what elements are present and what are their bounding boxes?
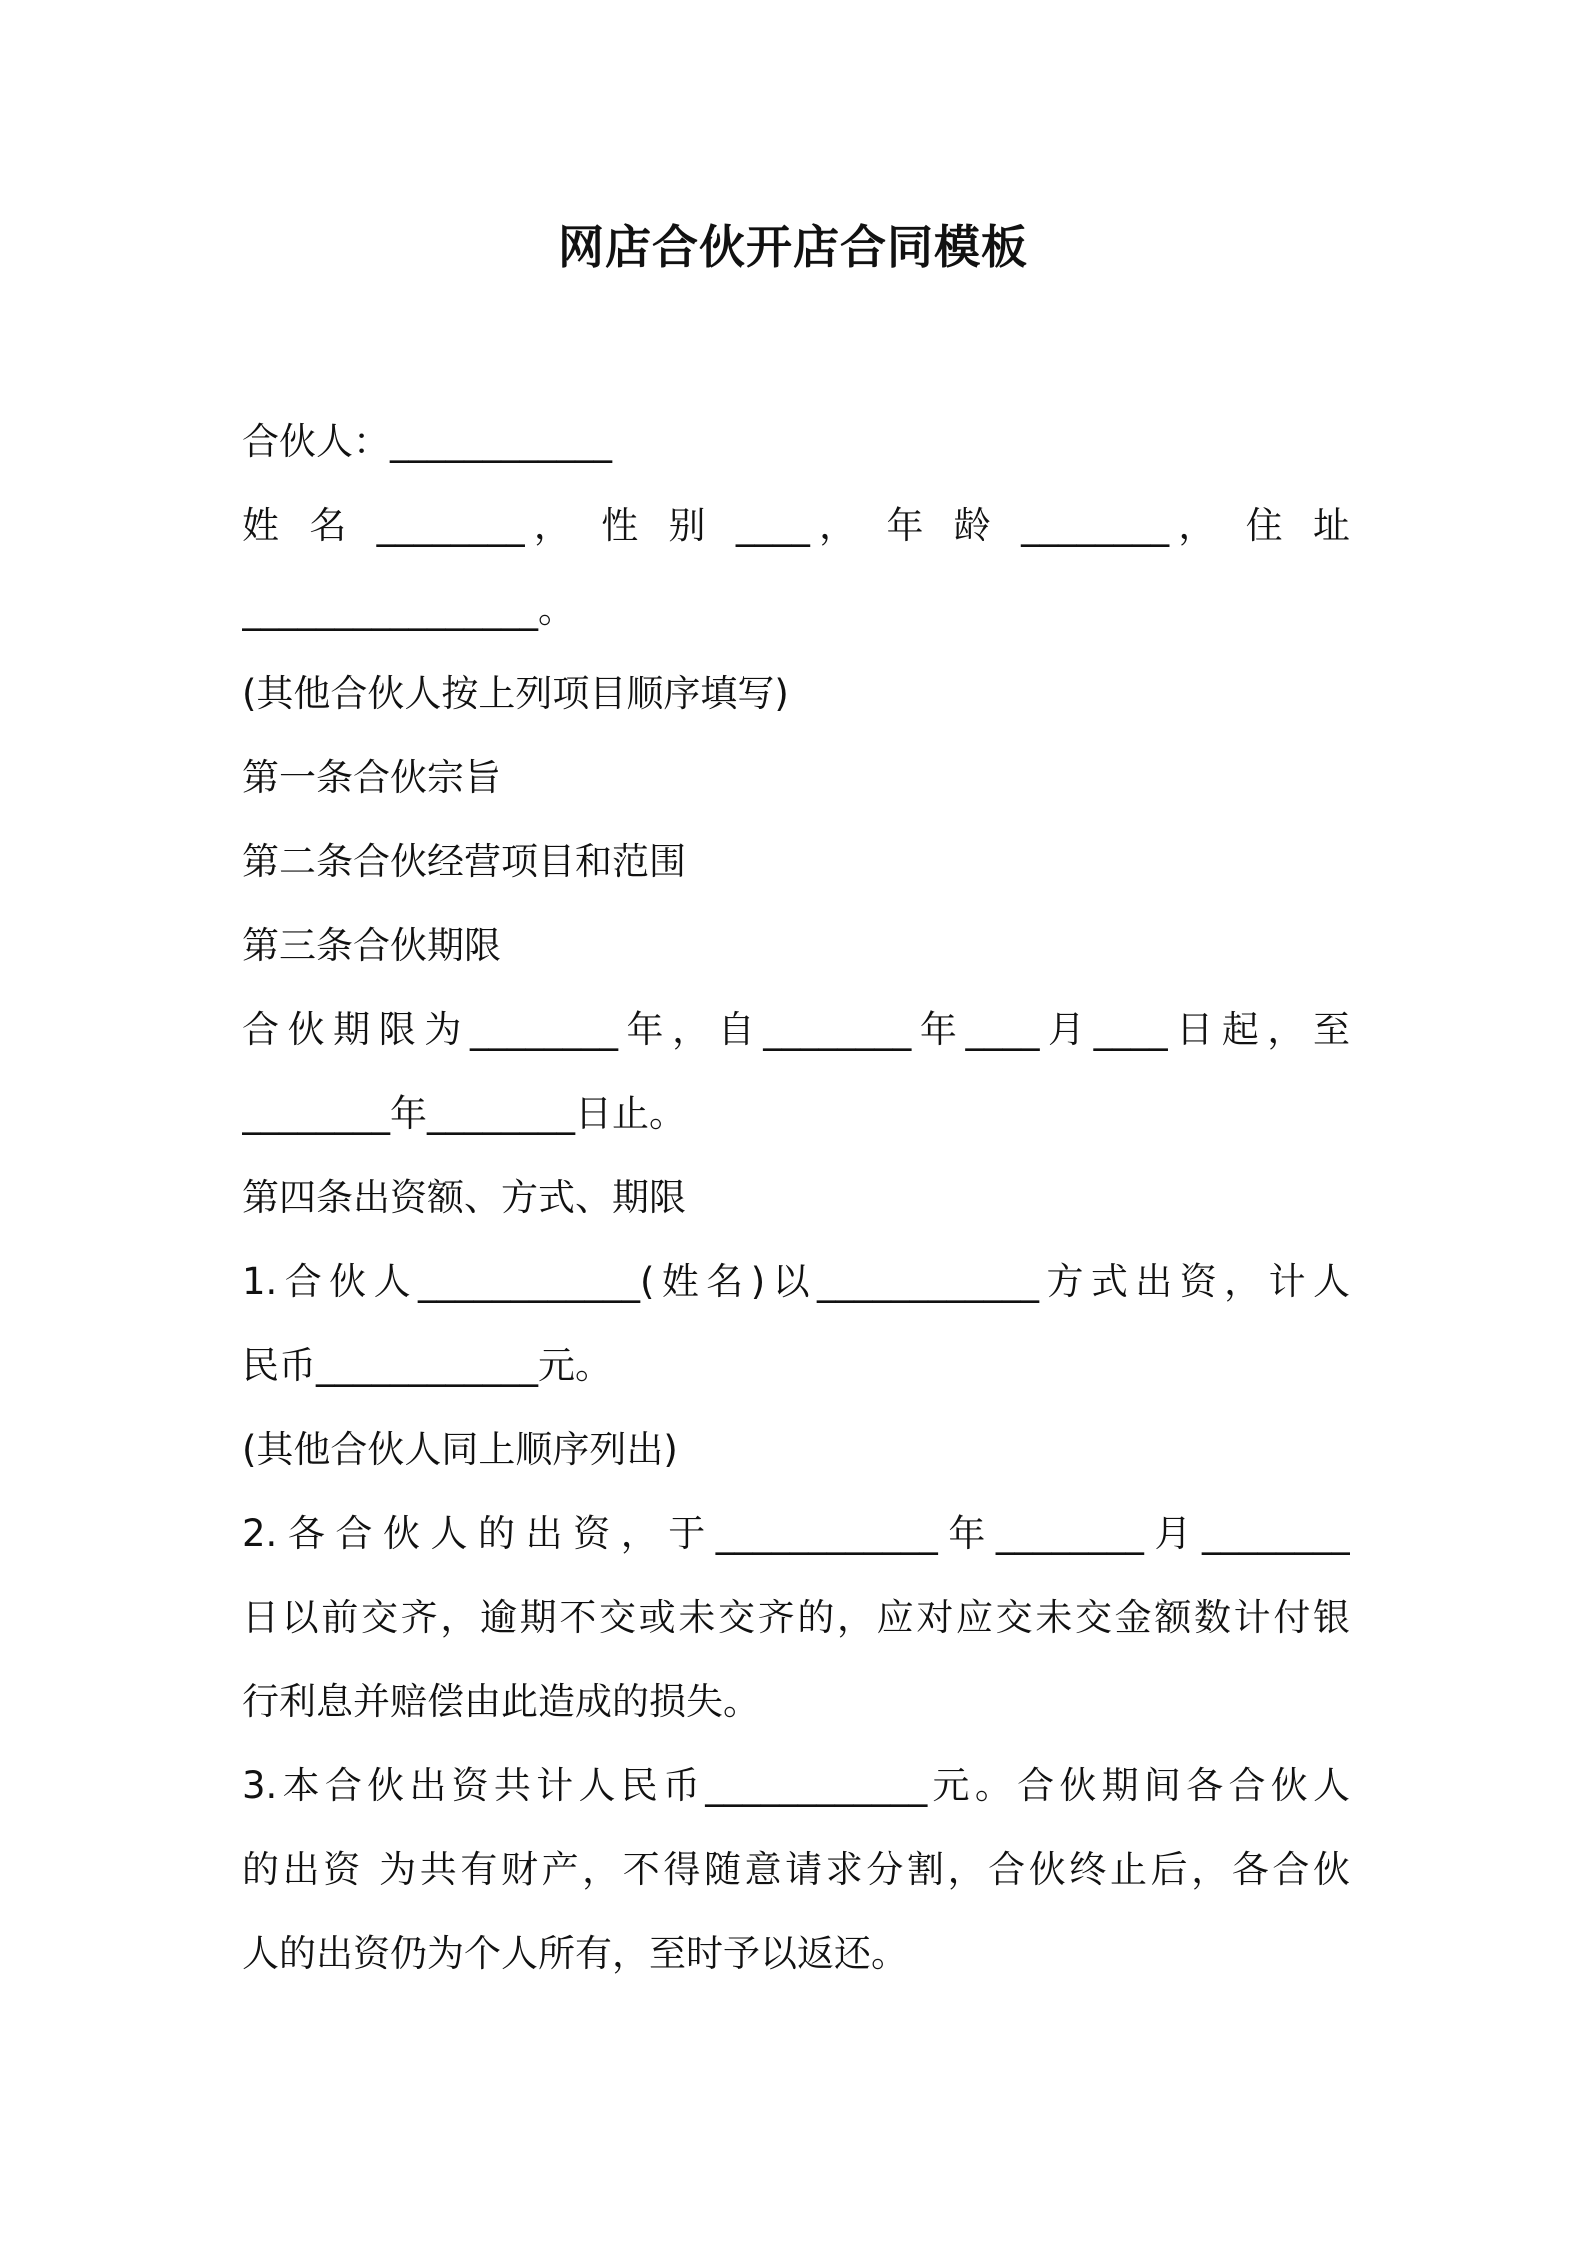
capital-item-3-line-2: 的出资 为共有财产，不得随意请求分割，合伙终止后，各合伙: [242, 1848, 1350, 1891]
other-partners-list-note: (其他合伙人同上顺序列出): [242, 1428, 678, 1471]
article-2-heading: 第二条合伙经营项目和范围: [242, 840, 686, 883]
document-body: [242, 400, 1350, 1996]
capital-item-2-line-2: 日以前交齐，逾期不交或未交齐的，应对应交未交金额数计付银: [242, 1596, 1350, 1639]
document-title: 网店合伙开店合同模板: [558, 220, 1028, 274]
article-4-heading: 第四条出资额、方式、期限: [242, 1176, 686, 1219]
other-partners-note: (其他合伙人按上列项目顺序填写): [242, 672, 789, 715]
partner-info-line: 姓 名 ________， 性 别 ____， 年 龄 ________， 住 址: [242, 504, 1350, 547]
article-1-heading: 第一条合伙宗旨: [242, 756, 501, 799]
capital-item-3-line-1: 3.本合伙出资共计人民币____________元。合伙期间各合伙人: [242, 1764, 1350, 1807]
article-3-heading: 第三条合伙期限: [242, 924, 501, 967]
capital-item-2-line-1: 2.各合伙人的出资，于____________年________月________: [242, 1512, 1350, 1555]
capital-item-3-line-3: 人的出资仍为个人所有，至时予以返还。: [242, 1932, 908, 1975]
capital-item-2-line-3: 行利息并赔偿由此造成的损失。: [242, 1680, 760, 1723]
address-blank-line: ________________。: [242, 588, 575, 631]
term-line-1: 合伙期限为________年，自________年____月____日起，至: [242, 1008, 1350, 1051]
capital-item-1-line-1: 1.合伙人____________(姓名)以____________方式出资，计人: [242, 1260, 1350, 1303]
term-line-2: ________年________日止。: [242, 1092, 686, 1135]
partner-line: 合伙人：____________: [242, 420, 612, 463]
capital-item-1-line-2: 民币____________元。: [242, 1344, 612, 1387]
